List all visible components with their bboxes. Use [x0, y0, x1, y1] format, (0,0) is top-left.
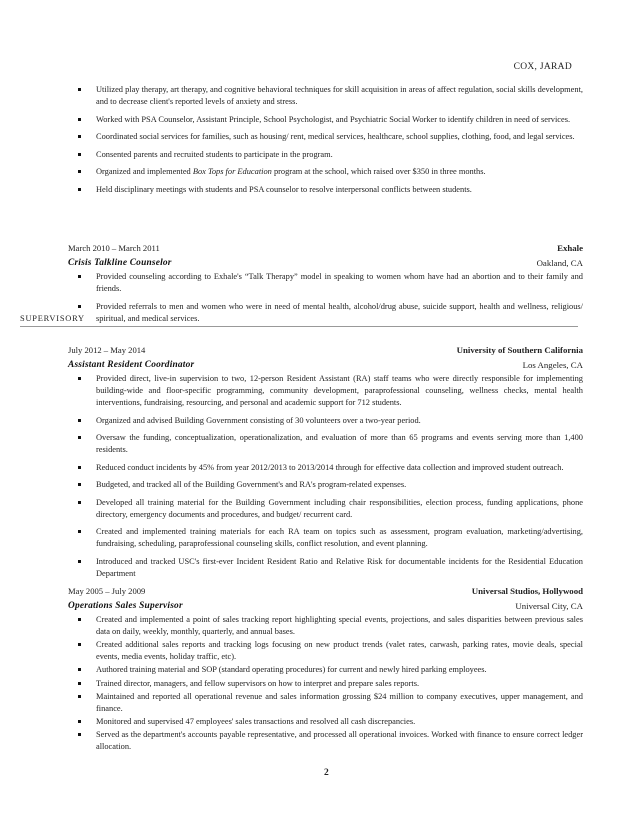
job-title-row: [68, 256, 583, 271]
program-name: Box Tops for Education: [192, 167, 272, 176]
bullet-text: Provided referrals to men and women who were in need of mental health, alcohol/drug abuse, suicide support, health and wellness, religious/ spiritual, and medical services.: [96, 301, 583, 323]
bullet-item: [68, 614, 583, 638]
bullet-square-icon: [78, 618, 81, 621]
bullet-text: Provided direct, live-in supervision to two, 12-person Resident Assistant (RA) staff teams who were directly responsible for implementing building-wide and floor-specific programming, community development, paraprofessional counseling, wellness checks, mental health interventions, fundraising, resourcing, and personal and academic support for 712 students.: [96, 374, 583, 407]
bullet-text: Provided counseling according to Exhale's “Talk Therapy” model in speaking to women whom have had an abortion and to their family and friends.: [96, 272, 583, 293]
bullet-square-icon: [78, 118, 81, 121]
job-title: Crisis Talkline Counselor: [68, 258, 172, 268]
job-dates: July 2012 – May 2014: [68, 345, 146, 355]
bullet-text: Coordinated social services for families, such as housing/ rent, medical services, healthcare, school supplies, clothing, food, and legal services.: [96, 132, 575, 141]
bullet-text: Created and implemented a point of sales tracking report highlighting special events, projections, and sales disparities between previous sales data on daily, weekly, monthly, quarterly, and annual bases.: [96, 615, 583, 636]
bullet-item: [68, 556, 583, 580]
bullet-square-icon: [78, 560, 81, 563]
bullet-square-icon: [78, 720, 81, 723]
bullet-item: [68, 184, 583, 196]
job-organization: University of Southern California: [456, 345, 583, 355]
bullet-square-icon: [78, 170, 81, 173]
bullet-text: Consented parents and recruited students to participate in the program.: [96, 149, 333, 159]
bullet-text: Held disciplinary meetings with students and PSA counselor to resolve interpersonal conflicts between students.: [96, 184, 472, 194]
bullet-text: Reduced conduct incidents by 45% from year 2012/2013 to 2013/2014 through for effective data collection and improved student outreach.: [96, 462, 564, 472]
bullet-square-icon: [78, 436, 81, 439]
bullet-square-icon: [78, 501, 81, 504]
bullet-item: [68, 84, 583, 108]
bullet-square-icon: [78, 668, 81, 671]
job-location: Universal City, CA: [515, 601, 583, 611]
bullet-square-icon: [78, 682, 81, 685]
bullet-item: [68, 149, 583, 161]
job-header-row: [68, 343, 583, 358]
bullet-item: [68, 415, 583, 427]
job-title-row: [68, 599, 583, 614]
job-title: Operations Sales Supervisor: [68, 601, 183, 611]
bullet-item: [68, 639, 583, 663]
bullet-square-icon: [78, 695, 81, 698]
bullet-list: [68, 614, 583, 753]
bullet-item: [68, 497, 583, 521]
continued-job-bullets: [68, 84, 583, 201]
bullet-item: [68, 166, 583, 178]
bullet-text: Organized and advised Building Government consisting of 30 volunteers over a two-year period.: [96, 415, 421, 425]
bullet-text: Budgeted, and tracked all of the Building Government's and RA's program-related expenses.: [96, 480, 407, 489]
bullet-square-icon: [78, 305, 81, 308]
bullet-item: [68, 479, 583, 491]
job-title: Assistant Resident Coordinator: [68, 360, 195, 370]
bullet-item: [68, 462, 583, 474]
bullet-item: [68, 691, 583, 715]
job-location: Oakland, CA: [536, 258, 583, 268]
bullet-text: Trained director, managers, and fellow supervisors on how to interpret and prepare sales reports.: [96, 678, 420, 688]
bullet-text: Developed all training material for the Building Government including chair responsibilities, election process, funding applications, phone directory, emergency documents and procedures, and budget/ recurrent card.: [96, 497, 583, 519]
bullet-list: [68, 373, 583, 580]
job-header-row: [68, 584, 583, 599]
job-universal-studios: [68, 584, 583, 754]
bullet-square-icon: [78, 530, 81, 533]
bullet-item: [68, 716, 583, 728]
bullet-square-icon: [78, 466, 81, 469]
bullet-item: [68, 373, 583, 409]
bullet-item: [68, 664, 583, 676]
job-header-row: [68, 241, 583, 256]
bullet-square-icon: [78, 733, 81, 736]
header-name: COX, JARAD: [513, 62, 572, 72]
bullet-text: Created and implemented training materials for each RA team on topics such as assessment, program evaluation, marketing/advertising, fundraising, scheduling, paraprofessional counseling skills, conflict resolution, and event planning.: [96, 527, 583, 548]
bullet-item: [68, 729, 583, 753]
bullet-list: [68, 84, 583, 196]
bullet-square-icon: [78, 135, 81, 138]
bullet-square-icon: [78, 483, 81, 486]
job-organization: Universal Studios, Hollywood: [471, 586, 583, 596]
bullet-text: Introduced and tracked USC's first-ever Incident Resident Ratio and Relative Risk for documentable incidents for the Residential Education Department: [96, 556, 583, 578]
job-location: Los Angeles, CA: [522, 360, 583, 370]
bullet-item: [68, 114, 583, 126]
bullet-item: [68, 131, 583, 143]
bullet-text: Organized and implemented Box Tops for Education program at the school, which raised over $350 in three months.: [96, 167, 486, 176]
bullet-text: Maintained and reported all operational revenue and sales information grossing $24 million to company executives, upper management, and finance.: [96, 691, 583, 713]
bullet-item: [68, 526, 583, 550]
bullet-square-icon: [78, 275, 81, 278]
bullet-item: [68, 271, 583, 295]
bullet-square-icon: [78, 88, 81, 91]
bullet-item: [68, 432, 583, 456]
job-usc: [68, 343, 583, 585]
bullet-square-icon: [78, 643, 81, 646]
bullet-item: [68, 678, 583, 690]
page-number: 2: [324, 768, 329, 778]
bullet-square-icon: [78, 188, 81, 191]
job-title-row: [68, 358, 583, 373]
bullet-text: Utilized play therapy, art therapy, and cognitive behavioral techniques for skill acquisition in areas of affect regulation, social skills development, and to decrease client's reported levels of anxiety and stress.: [96, 85, 583, 106]
bullet-text: Authored training material and SOP (standard operating procedures) for current and newly hired parking employees.: [96, 665, 487, 675]
job-dates: March 2010 – March 2011: [68, 243, 160, 253]
bullet-square-icon: [78, 377, 81, 380]
bullet-square-icon: [78, 419, 81, 422]
bullet-text: Served as the department's accounts payable representative, and processed all operational invoices. Worked with finance to ensure correct ledger allocation.: [96, 730, 583, 752]
job-dates: May 2005 – July 2009: [68, 586, 146, 596]
section-heading-supervisory: SUPERVISORY: [20, 314, 578, 327]
job-organization: Exhale: [557, 243, 583, 253]
bullet-text: Worked with PSA Counselor, Assistant Principle, School Psychologist, and Psychiatric Social Worker to identify children in need of services.: [96, 114, 571, 124]
bullet-text: Oversaw the funding, conceptualization, operationalization, and evaluation of more than 65 programs and events serving more than 1,400 residents.: [96, 433, 583, 454]
bullet-text: Monitored and supervised 47 employees' sales transactions and resolved all cash discrepancies.: [96, 716, 416, 726]
bullet-square-icon: [78, 153, 81, 156]
bullet-text: Created additional sales reports and tracking logs focusing on new product trends (valet rates, carwash, parking rates, movie deals, special events, media events, holiday traffic, etc).: [96, 640, 583, 662]
